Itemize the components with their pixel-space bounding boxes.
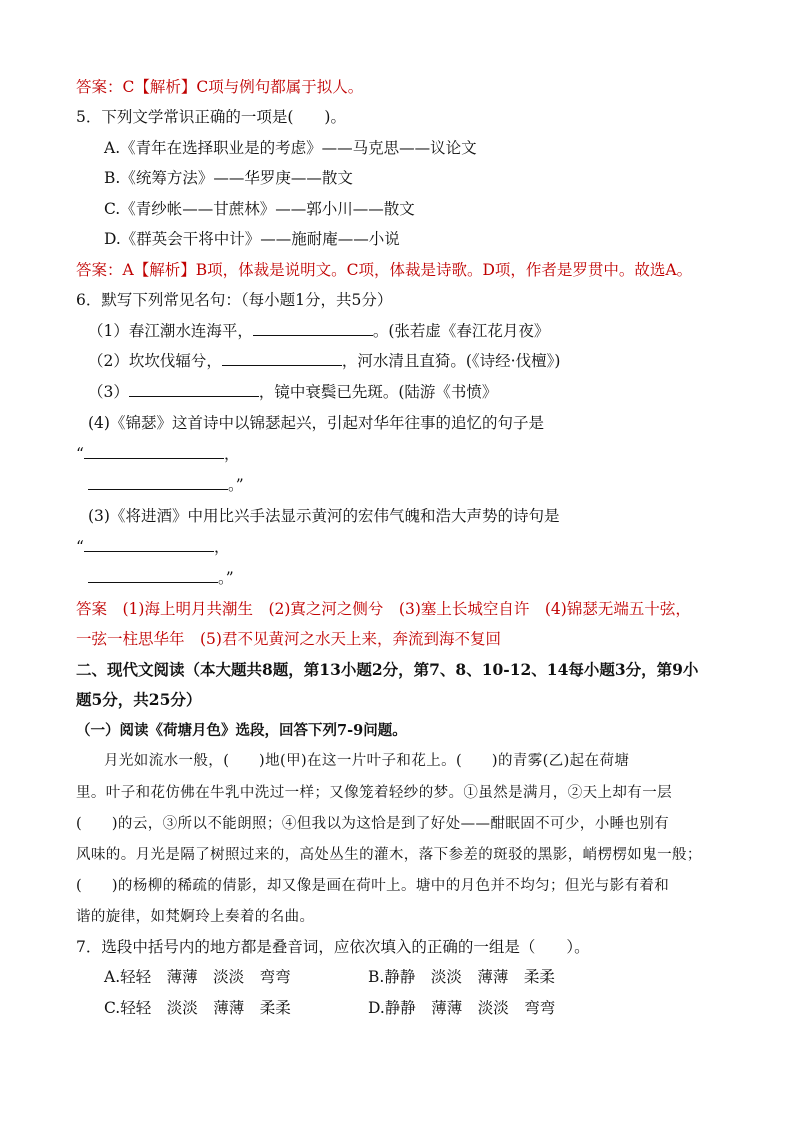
answer-q6-line1: 答案 (1)海上明月共潮生 (2)寘之河之侧兮 (3)塞上长城空自许 (4)锦瑟无端五十弦， bbox=[76, 600, 691, 618]
comma: ， bbox=[213, 538, 230, 556]
section-title-line1: 二、现代文阅读（本大题共8题，第13小题2分，第7、8、10-12、14每小题3分，第9小 bbox=[76, 660, 699, 679]
q6-item2 bbox=[88, 350, 560, 372]
passage-line: 月光如流水一般，( )地(甲)在这一片叶子和花上。( )的青雾(乙)起在荷塘 bbox=[104, 753, 630, 769]
blank-line bbox=[222, 350, 342, 366]
q6-item2-pre: （2）坎坎伐辐兮， bbox=[88, 352, 222, 370]
passage-line: 里。叶子和花仿佛在牛乳中洗过一样；又像笼着轻纱的梦。①虽然是满月，②天上却有一层 bbox=[76, 785, 672, 801]
q6-item1-post: 。(张若虚《春江花月夜》 bbox=[372, 322, 550, 340]
blank-line bbox=[253, 320, 373, 336]
close-quote: 。” bbox=[218, 569, 234, 587]
answer-q6-line2: 一弦一柱思华年 (5)君不见黄河之水天上来，奔流到海不复回 bbox=[76, 630, 501, 648]
passage-line: 风味的。月光是隔了树照过来的，高处丛生的灌木，落下参差的斑驳的黑影，峭楞楞如鬼一般； bbox=[76, 847, 702, 863]
answer-q4: 答案：C【解析】C项与例句都属于拟人。 bbox=[76, 78, 364, 96]
q7-option-a: A.轻轻 薄薄 淡淡 弯弯 bbox=[104, 968, 291, 986]
blank-line bbox=[84, 536, 214, 552]
comma: ， bbox=[223, 445, 240, 463]
q6-item1-pre: （1）春江潮水连海平， bbox=[88, 322, 253, 340]
q6-item5-line1 bbox=[76, 536, 229, 558]
q6-item1 bbox=[88, 320, 549, 342]
q7-stem: 7．选段中括号内的地方都是叠音词，应依次填入的正确的一组是（ ）。 bbox=[76, 938, 590, 956]
open-quote: “ bbox=[76, 538, 84, 556]
blank-line bbox=[129, 381, 259, 397]
open-quote: “ bbox=[76, 445, 84, 463]
blank-line bbox=[88, 474, 228, 490]
passage-line: 谐的旋律，如梵婀玲上奏着的名曲。 bbox=[76, 909, 315, 925]
q6-item5-line2 bbox=[88, 567, 234, 589]
q6-stem: 6．默写下列常见名句：（每小题1分，共5分） bbox=[76, 291, 393, 309]
q6-item3 bbox=[88, 381, 497, 403]
q5-option-a: A.《青年在选择职业是的考虑》——马克思——议论文 bbox=[104, 139, 477, 157]
q7-option-b: B.静静 淡淡 薄薄 柔柔 bbox=[368, 968, 555, 986]
q6-item5: (3)《将进酒》中用比兴手法显示黄河的宏伟气魄和浩大声势的诗句是 bbox=[88, 507, 560, 525]
blank-line bbox=[88, 567, 218, 583]
q6-item3-post: ，镜中衰鬓已先斑。(陆游《书愤》 bbox=[258, 383, 498, 401]
passage-line: ( )的杨柳的稀疏的倩影，却又像是画在荷叶上。塘中的月色并不均匀；但光与影有着和 bbox=[76, 878, 670, 894]
close-quote: 。” bbox=[228, 476, 244, 494]
q7-option-d: D.静静 薄薄 淡淡 弯弯 bbox=[368, 999, 556, 1017]
q6-item4-line1 bbox=[76, 443, 239, 465]
q6-item4-line2 bbox=[88, 474, 244, 496]
answer-q5: 答案：A【解析】B项，体裁是说明文。C项，体裁是诗歌。D项，作者是罗贯中。故选A。 bbox=[76, 261, 693, 279]
q5-option-b: B.《统筹方法》——华罗庚——散文 bbox=[104, 169, 353, 187]
q5-option-c: C.《青纱帐——甘蔗林》——郭小川——散文 bbox=[104, 200, 415, 218]
q5-stem: 5．下列文学常识正确的一项是( )。 bbox=[76, 108, 346, 126]
passage-line: ( )的云，③所以不能朗照；④但我以为这恰是到了好处——酣眠固不可少，小睡也别有 bbox=[76, 816, 670, 832]
q6-item3-pre: （3） bbox=[88, 383, 129, 401]
section-title-line2: 题5分，共25分） bbox=[76, 690, 202, 709]
q7-option-c: C.轻轻 淡淡 薄薄 柔柔 bbox=[104, 999, 291, 1017]
q6-item2-post: ，河水清且直猗。(《诗经·伐檀》) bbox=[341, 352, 561, 370]
q6-item4: (4)《锦瑟》这首诗中以锦瑟起兴，引起对华年往事的追忆的句子是 bbox=[88, 414, 544, 432]
blank-line bbox=[84, 443, 224, 459]
passage-instruction: （一）阅读《荷塘月色》选段，回答下列7-9问题。 bbox=[76, 722, 407, 739]
q5-option-d: D.《群英会干将中计》——施耐庵——小说 bbox=[104, 230, 400, 248]
